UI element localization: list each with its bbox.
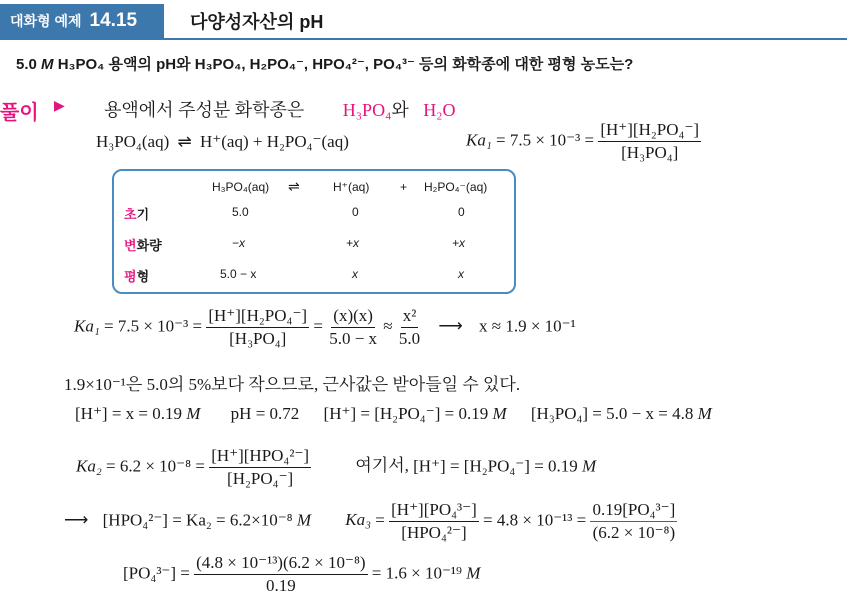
intro-text: 용액에서 주성분 화학종은 [104, 100, 305, 120]
ice-cell: x [458, 267, 464, 281]
species-1: H₃PO₄ [342, 100, 392, 120]
ka2-label: Ka₂ [76, 456, 102, 476]
here-text: 여기서, [355, 456, 409, 476]
solution-intro [104, 96, 456, 122]
result-arrow-icon: ⟶ [438, 316, 463, 336]
problem-text-a: 5.0 [16, 56, 42, 73]
h2po4-concentration: [H⁺] = [H₂PO₄⁻] = 0.19 [323, 404, 489, 423]
eq-products: H⁺(aq) + H₂PO₄⁻(aq) [199, 132, 349, 151]
ice-header-proton: H⁺(aq) [333, 180, 370, 194]
ice-cell: 0 [352, 205, 359, 219]
approx-sign: ≈ [383, 316, 393, 336]
ka1-expression: Ka₁ = 7.5 × 10⁻³ = $\frac{\text{[H⁺][H₂PO₄⁻]}}{\text{[H₃PO₄]}}$ [466, 120, 700, 162]
ka3-label: Ka₃ [345, 510, 372, 530]
example-label: 대화형 예제 [10, 13, 82, 29]
ka1-fraction: $\frac{\text{[H⁺][H₂PO₄⁻]}}{\text{[H₃PO₄]}}$ [208, 306, 308, 348]
h3po4-concentration: [H₃PO₄] = 5.0 − x = 4.8 [530, 404, 694, 423]
ka2-value: 6.2 × 10⁻⁸ [119, 456, 192, 476]
concentration-results: [H⁺] = x = 0.19 M pH = 0.72 [H⁺] = [H₂PO₄⁻] = 0.19 M [H₃PO₄] = 5.0 − x = 4.8 M [75, 404, 712, 423]
ice-header-arrows-icon: ⇌ [288, 178, 300, 194]
ice-cell: 0 [458, 205, 465, 219]
ice-row-label: 평형 [124, 269, 150, 284]
ka3-substituted-fraction: $\frac{\text{0.19[PO₄³⁻]}}{\text{(6.2 × 10⁻⁸)}}$ [592, 500, 676, 542]
header-rule [0, 38, 847, 40]
ice-header-plus: + [400, 180, 408, 194]
ka1-value: 7.5 × 10⁻³ [509, 130, 581, 150]
po4-line: [PO₄³⁻] = $\frac{\text{(4.8 × 10⁻¹³)(6.2 × 10⁻⁸)}}{0.19}$ = 1.6 × 10⁻¹⁹ M [123, 553, 481, 595]
ka3-fraction: $\frac{\text{[H⁺][PO₄³⁻]}}{\text{[HPO₄²⁻]}}$ [391, 500, 477, 542]
ph-value: pH = 0.72 [230, 404, 300, 423]
ice-row-label: 변화량 [124, 238, 162, 253]
eq-reactant: H₃PO₄(aq) [96, 132, 170, 151]
ka1-label: Ka₁ [74, 316, 100, 336]
example-badge [0, 4, 164, 38]
ice-cell: x [352, 267, 358, 281]
ka1-value: 7.5 × 10⁻³ [117, 316, 189, 336]
ka1-fraction [598, 120, 701, 163]
ka1-solution-line: Ka₁ = 7.5 × 10⁻³ = $\frac{\text{[H⁺][H₂PO₄⁻]}}{\text{[H₃PO₄]}}$ = $\frac{(x)(x)}{5.0 - x}$ ≈ $\frac{\text{x²}}{5.0}$ ⟶ x ≈ 1.9 × 10⁻¹ [74, 306, 576, 348]
ka2-fraction: $\frac{\text{[H⁺][HPO₄²⁻]}}{\text{[H₂PO₄⁻]}}$ [211, 446, 310, 488]
species-conj: 와 [391, 100, 409, 120]
ice-header-reactant: H₃PO₄(aq) [212, 180, 270, 194]
po4-fraction: $\frac{\text{(4.8 × 10⁻¹³)(6.2 × 10⁻⁸)}}{0.19}$ [196, 553, 366, 595]
ka1-label: Ka₁ [466, 130, 492, 150]
ka1-approx-fraction: $\frac{\text{x²}}{5.0}$ [398, 306, 421, 348]
ka3-value: = 4.8 × 10⁻¹³ = [483, 510, 587, 530]
ice-cell: +x [452, 236, 466, 250]
example-title: 다양성자산의 pH [190, 12, 324, 32]
species-2: H₂O [423, 100, 456, 120]
example-number: 14.15 [89, 10, 138, 31]
approximation-note: 1.9×10⁻¹은 5.0의 5%보다 작으므로, 근사값은 받아들일 수 있다. [64, 375, 521, 394]
ka1-numerator: [H⁺][H₂PO₄⁻] [598, 120, 701, 142]
result-arrow-icon: ⟶ [64, 510, 89, 530]
ka1-x-fraction: $\frac{(x)(x)}{5.0 - x}$ [329, 306, 378, 348]
ka1-denominator: [H₃PO₄] [621, 143, 679, 162]
x-result: x ≈ 1.9 × 10⁻¹ [479, 316, 576, 336]
ice-cell: −x [232, 236, 246, 250]
po4-result: = 1.6 × 10⁻¹⁹ [371, 563, 462, 583]
problem-statement [16, 53, 633, 74]
here-equation: [H⁺] = [H₂PO₄⁻] = 0.19 [413, 456, 578, 476]
problem-text-b: H₃PO₄ 용액의 pH와 H₃PO₄, H₂PO₄⁻, HPO₄²⁻, PO₄³⁻ 등의 화학종에 대한 평형 농도는? [53, 56, 634, 73]
ka2-line: Ka₂ = 6.2 × 10⁻⁸ = $\frac{\text{[H⁺][HPO₄²⁻]}}{\text{[H₂PO₄⁻]}}$ 여기서, [H⁺] = [H₂PO₄⁻] = 0.19 M [76, 446, 597, 488]
solution-label: 풀이 [0, 102, 39, 124]
po4-lhs: [PO₄³⁻] = [123, 563, 190, 583]
ice-cell: +x [346, 236, 360, 250]
solution-arrow-icon: ▶ [54, 99, 65, 114]
hpo4-ka3-line: ⟶ [HPO₄²⁻] = Ka₂ = 6.2×10⁻⁸ M Ka₃ = $\frac{\text{[H⁺][PO₄³⁻]}}{\text{[HPO₄²⁻]}}$ = 4.8 × 10⁻¹³ = $\frac{\text{0.19[PO₄³⁻]}}{\text{(6.2 × 10⁻⁸)}}$ [64, 500, 676, 542]
equilibrium-arrows-icon: ⇌ [177, 132, 192, 151]
ice-cell: 5.0 [232, 205, 249, 219]
equilibrium-equation [96, 132, 349, 152]
h-concentration: [H⁺] = x = 0.19 [75, 404, 182, 423]
hpo4-concentration: [HPO₄²⁻] = Ka₂ = 6.2×10⁻⁸ [102, 510, 293, 530]
ice-row-label: 초기 [124, 207, 150, 222]
ice-header-product: H₂PO₄⁻(aq) [424, 180, 488, 194]
problem-unit: M [41, 56, 54, 73]
ice-cell: 5.0 − x [220, 267, 257, 281]
ice-table [112, 169, 516, 294]
